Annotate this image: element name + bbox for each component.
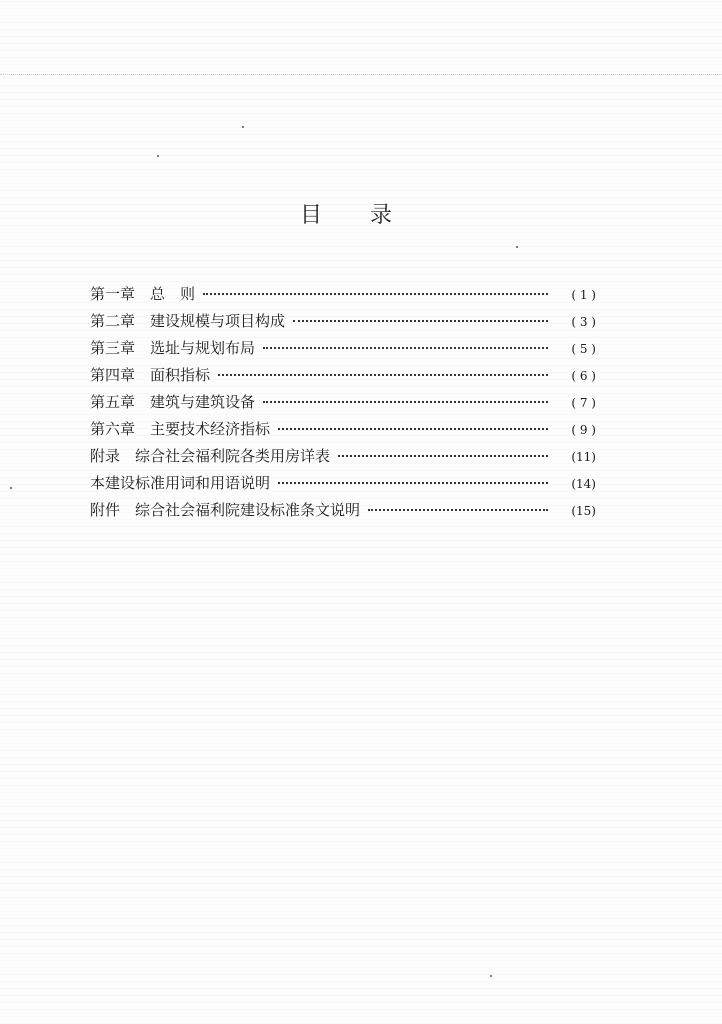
toc-entry-label: 第六章 主要技术经济指标: [90, 420, 271, 438]
toc-leader-dots: [218, 374, 548, 376]
toc-page-number: (15): [571, 504, 596, 518]
scan-speck: [242, 126, 244, 128]
toc-page-number: ( 7 ): [571, 396, 596, 410]
scan-speck: [490, 975, 492, 977]
toc-entry[interactable]: [90, 364, 596, 391]
page-title: [0, 198, 692, 229]
toc-entry[interactable]: [90, 283, 596, 310]
scan-speck: [516, 246, 518, 248]
toc-entry-label: 第二章 建设规模与项目构成: [90, 312, 286, 330]
toc-entry[interactable]: [90, 337, 596, 364]
toc-entry[interactable]: [90, 499, 596, 526]
toc-leader-dots: [368, 509, 548, 511]
toc-entry[interactable]: [90, 472, 596, 499]
toc-page-number: ( 3 ): [571, 315, 596, 329]
title-char-left: 目: [299, 203, 322, 228]
toc-leader-dots: [278, 482, 548, 484]
toc-entry-label: 第五章 建筑与建筑设备: [90, 393, 256, 411]
toc-leader-dots: [263, 401, 548, 403]
toc-leader-dots: [203, 293, 548, 295]
toc-entry[interactable]: [90, 391, 596, 418]
toc-entry-label: 第一章 总 则: [90, 285, 196, 303]
toc-page-number: ( 5 ): [571, 342, 596, 356]
scan-speck: [157, 155, 159, 157]
toc-page-number: ( 9 ): [571, 423, 596, 437]
toc-page-number: ( 1 ): [571, 288, 596, 302]
toc-entry-label: 本建设标准用词和用语说明: [90, 474, 271, 492]
toc-entry-label: 第三章 选址与规划布局: [90, 339, 256, 357]
scan-artifact-line: [0, 74, 722, 76]
toc-page-number: (11): [571, 450, 596, 464]
title-char-right: 录: [370, 203, 393, 228]
toc-entry-label: 附件 综合社会福利院建设标准条文说明: [90, 501, 361, 519]
toc-leader-dots: [338, 455, 548, 457]
toc-page-number: ( 6 ): [571, 369, 596, 383]
toc-leader-dots: [278, 428, 548, 430]
scan-speck: [10, 487, 12, 489]
toc-entry[interactable]: [90, 445, 596, 472]
toc-entry-label: 第四章 面积指标: [90, 366, 211, 384]
toc-leader-dots: [263, 347, 548, 349]
toc-leader-dots: [293, 320, 548, 322]
toc-page-number: (14): [571, 477, 596, 491]
toc-entry[interactable]: [90, 310, 596, 337]
toc-entry-label: 附录 综合社会福利院各类用房详表: [90, 447, 331, 465]
table-of-contents: [90, 283, 596, 526]
toc-entry[interactable]: [90, 418, 596, 445]
